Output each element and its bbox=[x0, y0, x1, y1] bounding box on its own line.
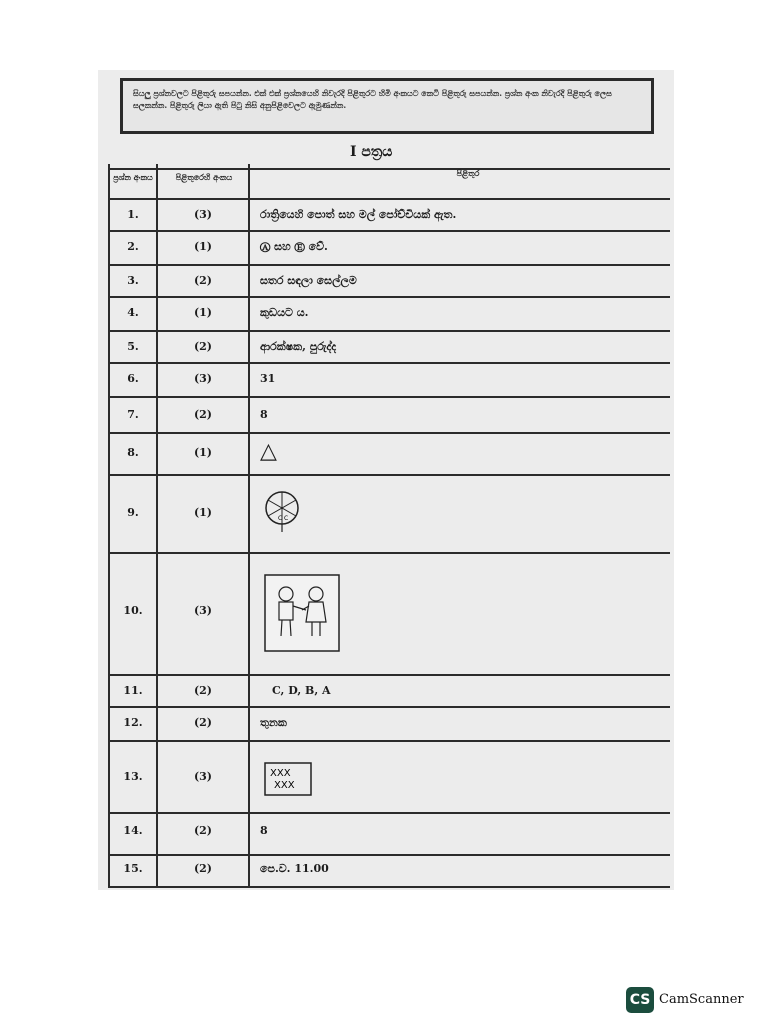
q9-letter: C bbox=[278, 515, 283, 522]
row-number: 5. bbox=[127, 340, 139, 353]
answer-table bbox=[108, 164, 670, 890]
row-answer: C, D, B, A bbox=[272, 684, 331, 697]
row-marks: (2) bbox=[193, 340, 213, 353]
row-line bbox=[108, 854, 670, 856]
row-marks: (3) bbox=[193, 604, 213, 617]
row-line bbox=[108, 474, 670, 476]
row-marks: (3) bbox=[193, 372, 213, 385]
row-answer: රාත්‍රියෙහි පොත් සහ මල් පෝච්චියක් ඇත. bbox=[260, 208, 457, 221]
row-number: 11. bbox=[123, 684, 143, 697]
row-line bbox=[108, 230, 670, 232]
q9-letter: C bbox=[284, 515, 289, 522]
instructions-text: සියලු ප්‍රශ්නවලට පිළිතුරු සපයන්න. එක් එක් ප්‍රශ්නයෙහි නිවැරදි පිළිතුරට හිමි අංකයට කෙටි පිළිතුරු සපයන්න. ප්‍රශ්න අංක නිවැරදි පිළිතුරු ලෙස සලකන්න. පිළිතුරු ලියා ඇති පිටු නිසි අනුපිළිවෙලට ඇමුණන්න. bbox=[133, 88, 612, 110]
row-number: 3. bbox=[127, 274, 139, 287]
row-number: 2. bbox=[127, 240, 139, 253]
row-marks: (3) bbox=[193, 770, 213, 783]
row-answer: 8 bbox=[260, 824, 268, 837]
row-answer: කුඩයට ය. bbox=[260, 306, 309, 319]
header-answer: පිළිතුර bbox=[456, 168, 480, 178]
row-line bbox=[108, 168, 670, 170]
row-line bbox=[108, 812, 670, 814]
row-line bbox=[108, 396, 670, 398]
table-divider-2 bbox=[248, 164, 250, 888]
header-marks: පිළිතුරෙහි අංකය bbox=[175, 172, 233, 182]
row-marks: (3) bbox=[193, 208, 213, 221]
row-line bbox=[108, 296, 670, 298]
row-number: 8. bbox=[127, 446, 139, 459]
row-number: 13. bbox=[123, 770, 143, 783]
row-number: 14. bbox=[123, 824, 143, 837]
row-number: 6. bbox=[127, 372, 139, 385]
row-marks: (2) bbox=[193, 684, 213, 697]
row-marks: (2) bbox=[193, 274, 213, 287]
row-answer: සතර සඳලා සෙල්ලම bbox=[260, 274, 357, 287]
instructions-box bbox=[120, 78, 654, 134]
triangle-answer: △ bbox=[260, 438, 277, 464]
row-answer: තුනක bbox=[260, 716, 287, 729]
row-line bbox=[108, 362, 670, 364]
section-title: I පත්‍රය bbox=[350, 144, 393, 160]
row-number: 9. bbox=[127, 506, 139, 519]
header-question-no: ප්‍රශ්න අංකය bbox=[113, 172, 153, 182]
row-answer: 8 bbox=[260, 408, 268, 421]
row-marks: (2) bbox=[193, 824, 213, 837]
row-marks: (1) bbox=[193, 506, 213, 519]
row-number: 1. bbox=[127, 208, 139, 221]
row-line bbox=[108, 674, 670, 676]
row-marks: (1) bbox=[193, 446, 213, 459]
row-line bbox=[108, 264, 670, 266]
q13-pattern-row: XXX bbox=[274, 780, 295, 791]
row-line bbox=[108, 552, 670, 554]
row-answer: Ⓐ සහ Ⓔ වේ. bbox=[260, 240, 328, 253]
row-marks: (2) bbox=[193, 862, 213, 875]
q10-children-figure bbox=[264, 574, 340, 652]
q13-pattern-row: XXX bbox=[270, 768, 291, 779]
row-answer: පෙ.ව. 11.00 bbox=[260, 862, 329, 875]
row-line bbox=[108, 886, 670, 888]
row-line bbox=[108, 330, 670, 332]
row-line bbox=[108, 740, 670, 742]
row-line bbox=[108, 432, 670, 434]
row-number: 4. bbox=[127, 306, 139, 319]
row-number: 7. bbox=[127, 408, 139, 421]
q13-pattern-figure bbox=[264, 762, 312, 796]
row-number: 15. bbox=[123, 862, 143, 875]
row-marks: (2) bbox=[193, 716, 213, 729]
row-marks: (2) bbox=[193, 408, 213, 421]
q9-circle-figure bbox=[262, 482, 302, 538]
camscanner-logo: CS bbox=[626, 987, 654, 1013]
camscanner-brand: CamScanner bbox=[659, 992, 744, 1007]
row-marks: (1) bbox=[193, 240, 213, 253]
row-line bbox=[108, 198, 670, 200]
row-line bbox=[108, 706, 670, 708]
row-answer: 31 bbox=[260, 372, 276, 385]
row-marks: (1) bbox=[193, 306, 213, 319]
row-number: 10. bbox=[123, 604, 143, 617]
row-answer: ආරක්ෂක, පුරුද්ද bbox=[260, 340, 337, 353]
row-number: 12. bbox=[123, 716, 143, 729]
